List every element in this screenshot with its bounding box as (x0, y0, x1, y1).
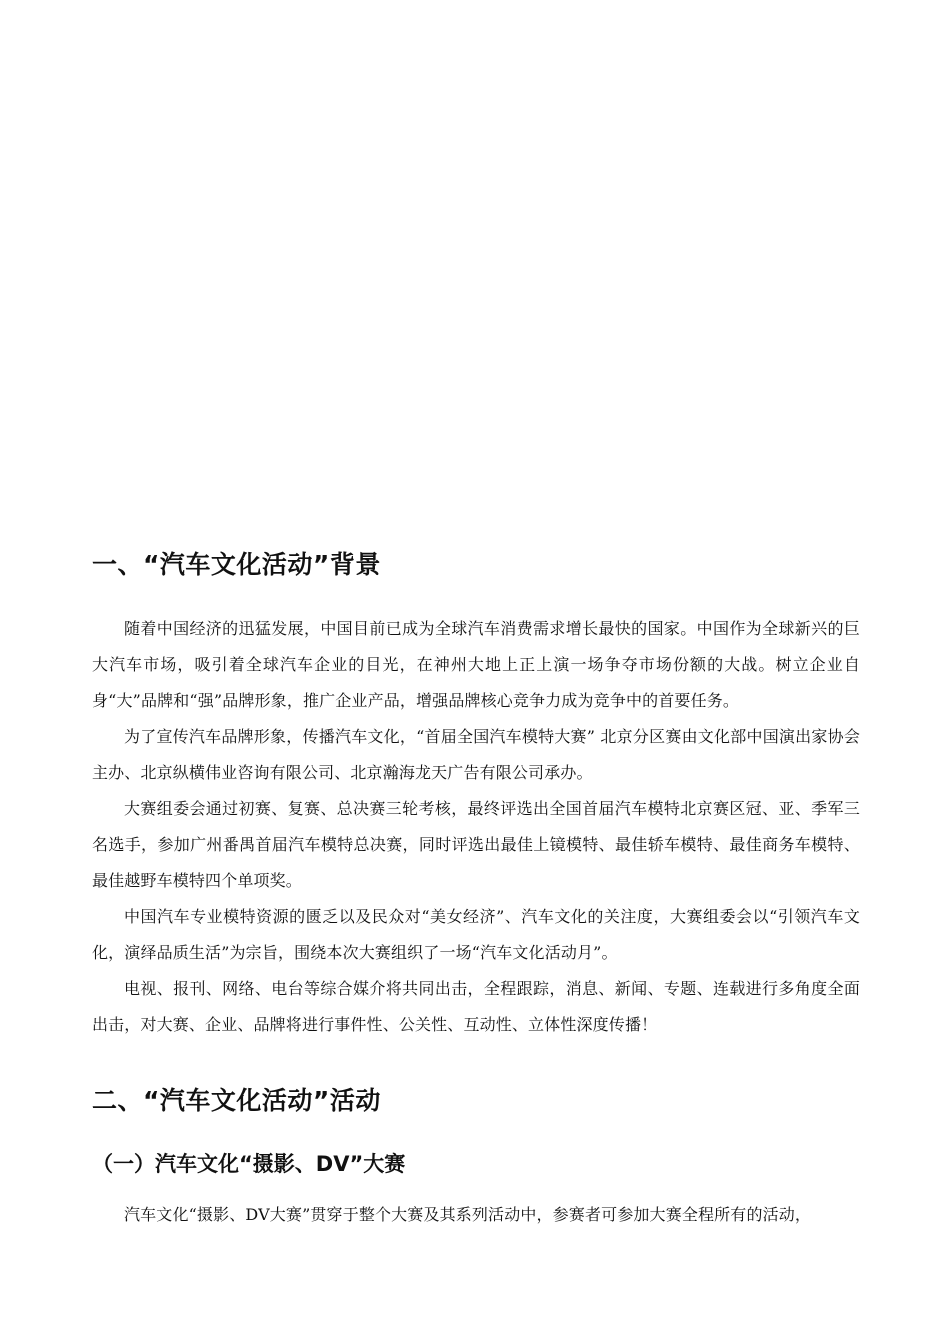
paragraph-photo-dv-contest: 汽车文化“摄影、DV大赛”贯穿于整个大赛及其系列活动中，参赛者可参加大赛全程所有的活动， (124, 1205, 812, 1224)
subsection-heading-photo-dv-contest: （一）汽车文化“摄影、DV”大赛 (92, 1152, 406, 1176)
paragraph-background-2: 为了宣传汽车品牌形象，传播汽车文化，“首届全国汽车模特大赛” 北京分区赛由文化部中国演出家协会主办、北京纵横伟业咨询有限公司、北京瀚海龙天广告有限公司承办。 (92, 727, 860, 782)
section-heading-activities: 二、“汽车文化活动”活动 (92, 1086, 381, 1115)
section-heading-background: 一、“汽车文化活动”背景 (92, 550, 381, 579)
paragraph-background-1: 随着中国经济的迅猛发展，中国目前已成为全球汽车消费需求增长最快的国家。中国作为全球新兴的巨大汽车市场，吸引着全球汽车企业的目光，在神州大地上正上演一场争夺市场份额的大战。树立企业自身“大”品牌和“强”品牌形象，推广企业产品，增强品牌核心竞争力成为竞争中的首要任务。 (92, 619, 860, 710)
paragraph-background-5: 电视、报刊、网络、电台等综合媒介将共同出击，全程跟踪，消息、新闻、专题、连载进行多角度全面出击，对大赛、企业、品牌将进行事件性、公关性、互动性、立体性深度传播！ (92, 979, 860, 1034)
paragraph-background-4: 中国汽车专业模特资源的匮乏以及民众对“美女经济”、汽车文化的关注度，大赛组委会以“引领汽车文化，演绎品质生活”为宗旨，围绕本次大赛组织了一场“汽车文化活动月”。 (92, 907, 860, 962)
paragraph-background-3: 大赛组委会通过初赛、复赛、总决赛三轮考核，最终评选出全国首届汽车模特北京赛区冠、亚、季军三名选手，参加广州番禺首届汽车模特总决赛，同时评选出最佳上镜模特、最佳轿车模特、最佳商务车模特、最佳越野车模特四个单项奖。 (92, 799, 860, 890)
